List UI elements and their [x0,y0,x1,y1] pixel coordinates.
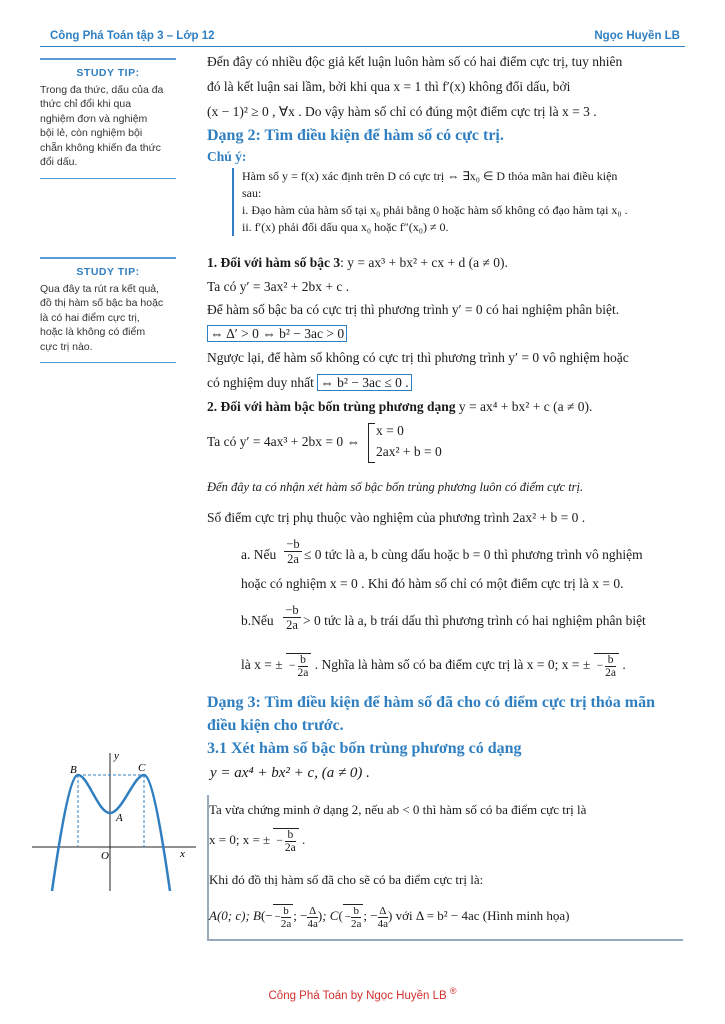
fraction: −b 2a [283,603,301,632]
quartic-remark: Đến đây ta có nhận xét hàm số bậc bốn trùng phương luôn có điểm cực trị. [207,480,584,494]
subsection-heading-3-1: 3.1 Xét hàm số bậc bốn trùng phương có dạng [207,740,522,757]
fraction: −b 2a [284,537,302,566]
study-tip-1 [40,58,176,179]
case-b-text: > 0 tức là a, b trái dấu thì phương trình có hai nghiệm phân biệt [303,613,646,628]
intro-line: (x − 1)² ≥ 0 , ∀x . Do vậy hàm số chỉ có đúng một điểm cực trị là x = 3 . [207,104,597,119]
label-A: A [116,812,123,824]
case-line: 2ax² + b = 0 [376,444,442,459]
study-tip-title: STUDY TIP: [76,67,140,79]
case-b-label: b.Nếu [241,613,274,628]
result-line: Ta vừa chứng minh ở dạng 2, nếu ab < 0 thì hàm số có ba điểm cực trị là [209,802,587,817]
header-author: Ngọc Huyền LB [594,30,680,42]
label-B: B [70,764,77,776]
label-C: C [138,762,146,774]
study-tip-line: bội lẻ, còn nghiệm bội [40,127,143,139]
result-line-3: Khi đó đồ thị hàm số đã cho sẽ có ba điểm cực trị là: [209,872,484,887]
result-points: A(0; c); B(− − $\frac{b}{2a}$ ; − $\frac{\Delta}{4a}$ ); C( − $\frac{b}{2a}$ ; − $\frac{\Delta}{4a}$ ) với Δ = b² − 4ac (Hình minh họa) [209,904,570,930]
cubic-condition: Để hàm số bậc ba có cực trị thì phương trình y′ = 0 có hai nghiệm phân biệt. [207,302,620,317]
quartic-graph [30,745,200,895]
study-tip-line: là có hai điểm cực trị, [40,311,140,324]
study-tip-line: cực trị nào. [40,340,93,353]
label-O: O [101,850,109,862]
section-heading-dang-2: Dạng 2: Tìm điều kiện để hàm số có cực trị. [207,127,504,144]
case-a-text-2: hoặc có nghiệm x = 0 . Khi đó hàm số chỉ có một điểm cực trị là x = 0. [241,576,624,591]
study-tip-line: chẵn không khiến đa thức [40,141,161,154]
quartic-count: Số điểm cực trị phụ thuộc vào nghiệm của phương trình 2ax² + b = 0 . [207,510,586,525]
note-line: Hàm số y = f(x) xác định trên D có cực trị ⇔ ∃x₀ ∈ D thỏa mãn hai điều kiện [242,169,618,183]
case-a-text: ≤ 0 tức là a, b cùng dấu hoặc b = 0 thì phương trình vô nghiệm [304,547,643,562]
intro-line: Đến đây có nhiều độc giả kết luận luôn hàm số có hai điểm cực trị, tuy nhiên [207,54,623,69]
cubic-opposite-2: có nghiệm duy nhất ⇔ b² − 3ac ≤ 0 . [207,374,685,391]
cubic-result-box: ⇔ Δ′ > 0 ⇔ b² − 3ac > 0 [207,325,685,342]
note-line: i. Đạo hàm của hàm số tại x₀ phải bằng 0 hoặc hàm số không có đạo hàm tại x₀ . [242,203,628,217]
study-tip-title: STUDY TIP: [76,266,140,278]
cubic-opposite: Ngược lại, để hàm số không có cực trị thì phương trình y′ = 0 vô nghiệm hoặc [207,350,629,365]
bracket [368,423,375,463]
header-book-title: Công Phá Toán tập 3 – Lớp 12 [50,30,215,42]
study-tip-line: hoặc là không có điểm [40,326,146,338]
note-label: Chú ý: [207,149,247,164]
cubic-heading: 1. Đối với hàm số bậc 3: y = ax³ + bx² + cx + d (a ≠ 0). [207,255,508,270]
quartic-derivative: Ta có y′ = 4ax³ + 2bx = 0 ⇔ [207,434,360,449]
label-x: x [180,848,185,860]
header-rule [40,46,685,47]
case-line: x = 0 [376,423,404,438]
study-tip-line: Qua đây ta rút ra kết quả, [40,282,160,295]
study-tip-2 [40,257,176,363]
footer: Công Phá Toán by Ngọc Huyền LB ® [268,986,457,1002]
result-line-2: x = 0; x = ± − $\frac{b}{2a}$ . [209,829,306,854]
study-tip-line: thức chỉ đổi khi qua [40,98,132,110]
note-box [232,168,687,236]
study-tip-line: đổi dấu. [40,156,78,168]
curve [52,775,170,891]
study-tip-line: nghiệm đơn và nghiệm [40,112,148,125]
quartic-formula: y = ax⁴ + bx² + c, (a ≠ 0) . [210,765,370,781]
note-line: sau: [242,186,262,200]
quartic-heading: 2. Đối với hàm bậc bốn trùng phương dạng y = ax⁴ + bx² + c (a ≠ 0). [207,399,593,414]
section-heading-dang-3-l2: điều kiện cho trước. [207,717,344,734]
section-heading-dang-3: Dạng 3: Tìm điều kiện để hàm số đã cho có điểm cực trị thỏa mãn [207,694,655,711]
study-tip-line: Trong đa thức, dấu của đa [40,83,164,96]
note-line: ii. f′(x) phải đổi dấu qua x₀ hoặc f″(x₀) ≠ 0. [242,220,449,234]
study-tip-line: đồ thị hàm số bậc ba hoặc [40,297,164,309]
intro-line: đó là kết luận sai lầm, bởi khi qua x = 1 thì f′(x) không đổi dấu, bởi [207,79,571,94]
cubic-derivative: Ta có y′ = 3ax² + 2bx + c . [207,279,350,294]
case-b-text-2: là x = ± − $\frac{b}{2a}$ . Nghĩa là hàm số có ba điểm cực trị là x = 0; x = ± − $\frac{b}{2a}$ . [241,654,626,679]
case-a-label: a. Nếu [241,547,277,562]
label-y: y [114,750,119,762]
